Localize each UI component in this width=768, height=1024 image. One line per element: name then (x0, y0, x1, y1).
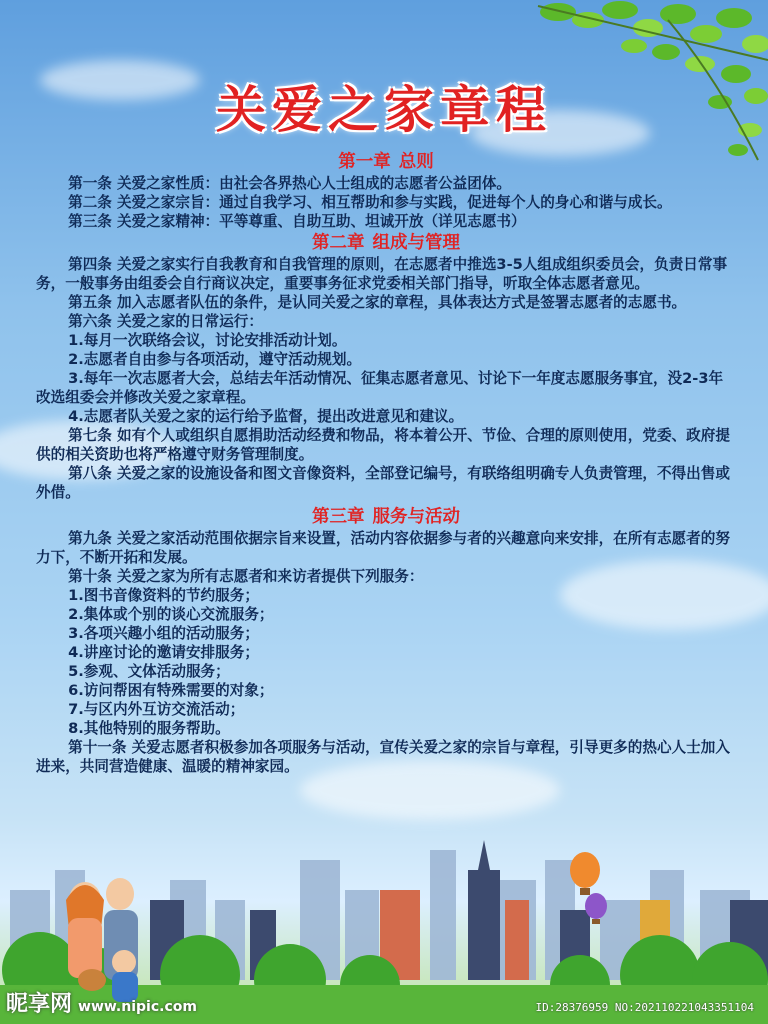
chapter-number: 第二章 (312, 233, 365, 253)
page-title: 关爱之家章程 (216, 81, 552, 139)
watermark-id: ID:28376959 NO:20211022104335110​4 (535, 1001, 754, 1014)
list-item: 5.参观、文体活动服务； (68, 663, 230, 680)
article: 第九条 关爱之家活动范围依据宗旨来设置，活动内容依据参与者的兴趣意向来安排，在所有志愿者的努力下，不断开拓和发展。 (36, 530, 730, 566)
watermark-site-name: 昵享网 (6, 992, 73, 1017)
chapter-heading-1 (36, 151, 736, 173)
list-item: 3.每年一次志愿者大会，总结去年活动情况、征集志愿者意见、讨论下一年度志愿服务事宜，没2-3年改选组委会并修改关爱之家章程。 (36, 370, 724, 406)
article: 第八条 关爱之家的设施设备和图文音像资料，全部登记编号，有联络组明确专人负责管理，不得出售或外借。 (36, 465, 730, 501)
list-item: 2.志愿者自由参与各项活动，遵守活动规划。 (68, 351, 362, 368)
watermark-site (6, 987, 197, 1018)
article: 第十一条 关爱志愿者积极参加各项服务与活动，宣传关爱之家的宗旨与章程，引导更多的热心人士加入进来，共同营造健康、温暖的精神家园。 (36, 739, 730, 775)
list-item: 3.各项兴趣小组的活动服务； (68, 625, 259, 642)
chapter-name: 组成与管理 (372, 233, 460, 253)
list-item: 8.其他特别的服务帮助。 (68, 720, 230, 737)
list-item: 1.图书音像资料的节约服务； (68, 587, 259, 604)
article: 第一条 关爱之家性质：由社会各界热心人士组成的志愿者公益团体。 (68, 175, 512, 192)
chapter-heading-2 (36, 232, 736, 254)
list-item: 2.集体或个别的谈心交流服务； (68, 606, 274, 623)
chapter-name: 服务与活动 (372, 507, 460, 527)
list-item: 1.每月一次联络会议，讨论安排活动计划。 (68, 332, 347, 349)
article: 第七条 如有个人或组织自愿捐助活动经费和物品，将本着公开、节俭、合理的原则使用，党委、政府提供的相关资助也将严格遵守财务管理制度。 (36, 427, 730, 463)
chapter-number: 第一章 (338, 152, 391, 172)
list-item: 4.志愿者队关爱之家的运行给予监督，提出改进意见和建议。 (68, 408, 464, 425)
watermark-url: www.nipic.com (78, 999, 197, 1015)
article: 第二条 关爱之家宗旨：通过自我学习、相互帮助和参与实践，促进每个人的身心和谐与成长。 (68, 194, 672, 211)
charter-content (36, 150, 736, 776)
article: 第六条 关爱之家的日常运行： (68, 313, 263, 330)
list-item: 4.讲座讨论的邀请安排服务； (68, 644, 259, 661)
article: 第十条 关爱之家为所有志愿者和来访者提供下列服务： (68, 568, 424, 585)
chapter-number: 第三章 (312, 507, 365, 527)
list-item: 6.访问帮困有特殊需要的对象； (68, 682, 274, 699)
chapter-name: 总则 (398, 152, 434, 172)
article: 第三条 关爱之家精神：平等尊重、自助互助、坦诚开放（详见志愿书） (68, 213, 526, 230)
article: 第四条 关爱之家实行自我教育和自我管理的原则，在志愿者中推选3-5人组成组织委员会，负责日常事务，一般事务由组委会自行商议决定，重要事务征求党委相关部门指导，听取全体志愿者意见。 (36, 256, 728, 292)
chapter-heading-3 (36, 506, 736, 528)
article: 第五条 加入志愿者队伍的条件，是认同关爱之家的章程，具体表达方式是签署志愿者的志愿书。 (68, 294, 687, 311)
list-item: 7.与区内外互访交流活动； (68, 701, 245, 718)
